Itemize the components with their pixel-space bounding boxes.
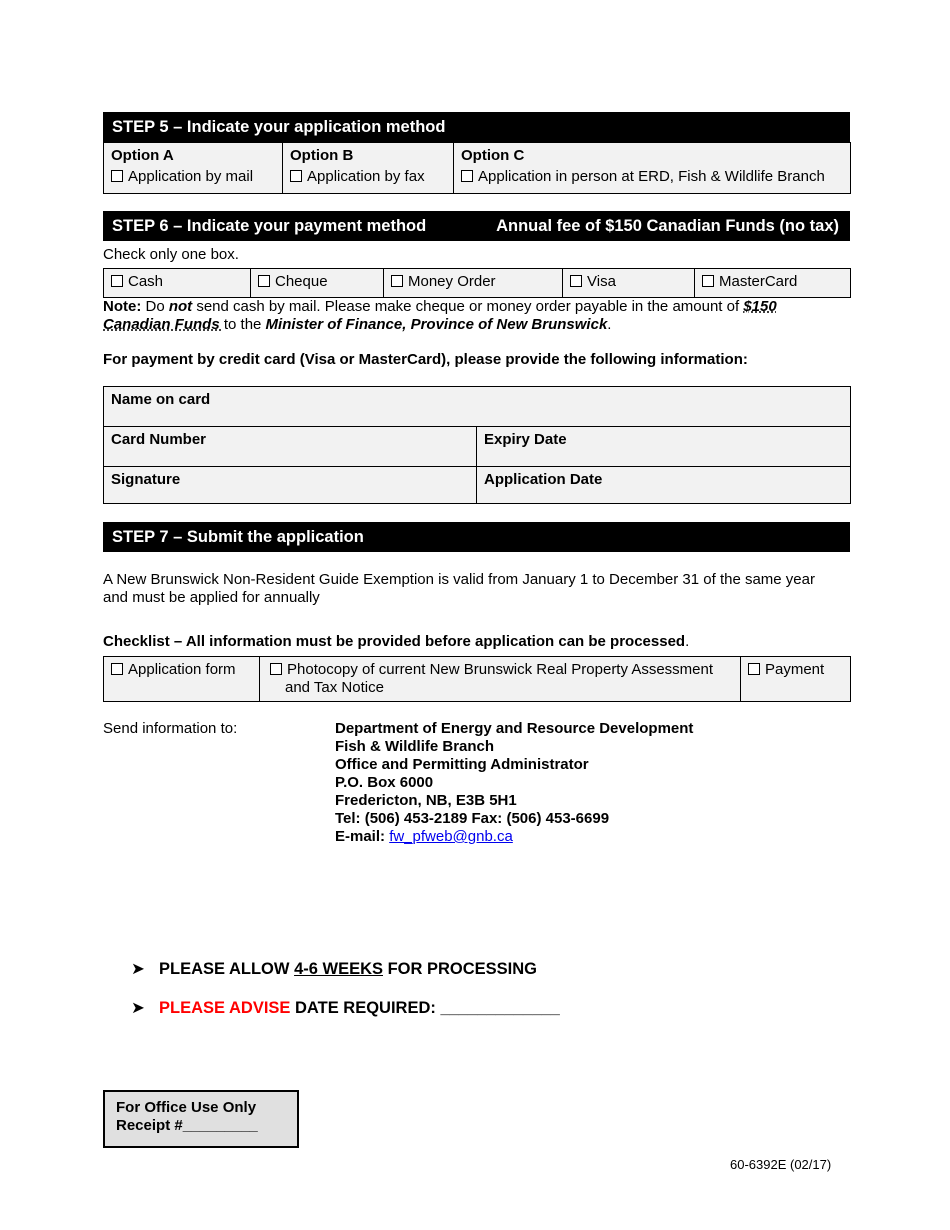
office-use-title: For Office Use Only xyxy=(116,1099,257,1116)
date-required-notice xyxy=(131,998,560,1018)
photocopy-label: Photocopy of current New Brunswick Real Property Assessment and Tax Notice xyxy=(285,661,714,696)
payment-money-order-cell xyxy=(384,269,563,298)
note-amount: $150 xyxy=(743,298,777,315)
address-line: P.O. Box 6000 xyxy=(335,774,434,791)
name-on-card-label: Name on card xyxy=(111,391,211,408)
allow-pre: PLEASE ALLOW xyxy=(159,960,295,978)
step7-title: STEP 7 – Submit the application xyxy=(112,528,364,546)
card-number-label: Card Number xyxy=(111,431,207,448)
option-b-checkbox[interactable] xyxy=(290,170,302,182)
receipt-number: Receipt #_________ xyxy=(116,1117,258,1134)
application-form-checkbox[interactable] xyxy=(111,663,123,675)
checklist-photocopy-cell xyxy=(260,657,741,702)
option-a-text: Application by mail xyxy=(128,168,254,185)
checklist-heading-line xyxy=(103,633,689,650)
mastercard-label: MasterCard xyxy=(719,273,798,290)
email-line xyxy=(335,828,693,846)
form-code: 60-6392E (02/17) xyxy=(730,1157,832,1172)
visa-checkbox[interactable] xyxy=(570,275,582,287)
credit-card-heading: For payment by credit card (Visa or MasterCard), please provide the following information: xyxy=(103,351,748,368)
processing-notice xyxy=(131,959,537,979)
allow-post: FOR PROCESSING xyxy=(383,960,538,978)
email-link[interactable]: fw_pfweb@gnb.ca xyxy=(389,828,513,845)
office-use-box xyxy=(103,1090,299,1148)
card-number-field[interactable] xyxy=(104,427,477,467)
check-one-instruction: Check only one box. xyxy=(103,246,239,263)
option-b-text: Application by fax xyxy=(307,168,425,185)
address-line: Fish & Wildlife Branch xyxy=(335,738,495,755)
option-a-cell xyxy=(104,143,283,194)
option-c-cell xyxy=(454,143,851,194)
application-form-label: Application form xyxy=(128,661,236,678)
checklist-payment-cell xyxy=(741,657,851,702)
note-not: not xyxy=(168,298,193,315)
application-method-table xyxy=(103,142,851,194)
cash-checkbox[interactable] xyxy=(111,275,123,287)
advise-red: PLEASE ADVISE xyxy=(159,999,291,1017)
mailing-address xyxy=(335,720,693,846)
note-label: Note: xyxy=(103,298,142,315)
step5-header xyxy=(103,112,850,142)
address-line: Office and Permitting Administrator xyxy=(335,756,589,773)
advise-rest: DATE REQUIRED: _____________ xyxy=(290,999,560,1017)
note-text-1: Do xyxy=(141,298,169,315)
payment-note xyxy=(103,298,823,334)
option-a-label: Option A xyxy=(111,147,174,164)
expiry-date-label: Expiry Date xyxy=(484,431,567,448)
option-c-text: Application in person at ERD, Fish & Wildlife Branch xyxy=(478,168,825,185)
money-order-checkbox[interactable] xyxy=(391,275,403,287)
checklist-table xyxy=(103,656,851,702)
cheque-label: Cheque xyxy=(275,273,328,290)
address-line: Tel: (506) 453-2189 Fax: (506) 453-6699 xyxy=(335,810,610,827)
email-label: E-mail: xyxy=(335,828,386,845)
note-text-3: to the xyxy=(223,316,266,333)
signature-field[interactable] xyxy=(104,467,477,504)
payment-cheque-cell xyxy=(251,269,384,298)
option-b-cell xyxy=(283,143,454,194)
name-on-card-field[interactable] xyxy=(104,387,851,427)
note-text-4: . xyxy=(607,316,612,333)
send-info-label: Send information to: xyxy=(103,720,238,737)
option-b-label: Option B xyxy=(290,147,354,164)
payment-cash-cell xyxy=(104,269,251,298)
step6-title: STEP 6 – Indicate your payment method xyxy=(112,217,427,235)
payment-mastercard-cell xyxy=(695,269,851,298)
mastercard-checkbox[interactable] xyxy=(702,275,714,287)
payment-label: Payment xyxy=(765,661,825,678)
step6-header xyxy=(103,211,850,241)
application-date-label: Application Date xyxy=(484,471,603,488)
payment-method-table xyxy=(103,268,851,298)
expiry-date-field[interactable] xyxy=(477,427,851,467)
signature-label: Signature xyxy=(111,471,181,488)
payment-visa-cell xyxy=(563,269,695,298)
note-funds: Canadian Funds xyxy=(103,316,224,333)
photocopy-checkbox[interactable] xyxy=(270,663,282,675)
annual-fee: Annual fee of $150 Canadian Funds (no tax) xyxy=(496,217,839,235)
allow-weeks: 4-6 WEEKS xyxy=(294,960,383,978)
option-c-checkbox[interactable] xyxy=(461,170,473,182)
checklist-heading-end: . xyxy=(685,633,690,650)
option-c-label: Option C xyxy=(461,147,525,164)
application-date-field[interactable] xyxy=(477,467,851,504)
step7-header xyxy=(103,522,850,552)
step5-title: STEP 5 – Indicate your application method xyxy=(112,118,446,136)
cheque-checkbox[interactable] xyxy=(258,275,270,287)
arrow-bullet-icon: ➤ xyxy=(131,960,145,978)
option-a-checkbox[interactable] xyxy=(111,170,123,182)
checklist-heading: Checklist – All information must be provided before application can be processed xyxy=(103,633,686,650)
note-payee: Minister of Finance, Province of New Brunswick xyxy=(265,316,608,333)
money-order-label: Money Order xyxy=(408,273,496,290)
credit-card-table xyxy=(103,386,851,504)
arrow-bullet-icon: ➤ xyxy=(131,999,145,1017)
visa-label: Visa xyxy=(587,273,616,290)
cash-label: Cash xyxy=(128,273,164,290)
payment-checkbox[interactable] xyxy=(748,663,760,675)
validity-text: A New Brunswick Non-Resident Guide Exemption is valid from January 1 to December 31 of the same year and must be applied for annually xyxy=(103,571,815,606)
note-text-2: send cash by mail. Please make cheque or money order payable in the amount of xyxy=(192,298,744,315)
checklist-application-form-cell xyxy=(104,657,260,702)
address-line: Fredericton, NB, E3B 5H1 xyxy=(335,792,517,809)
address-line: Department of Energy and Resource Development xyxy=(335,720,694,737)
